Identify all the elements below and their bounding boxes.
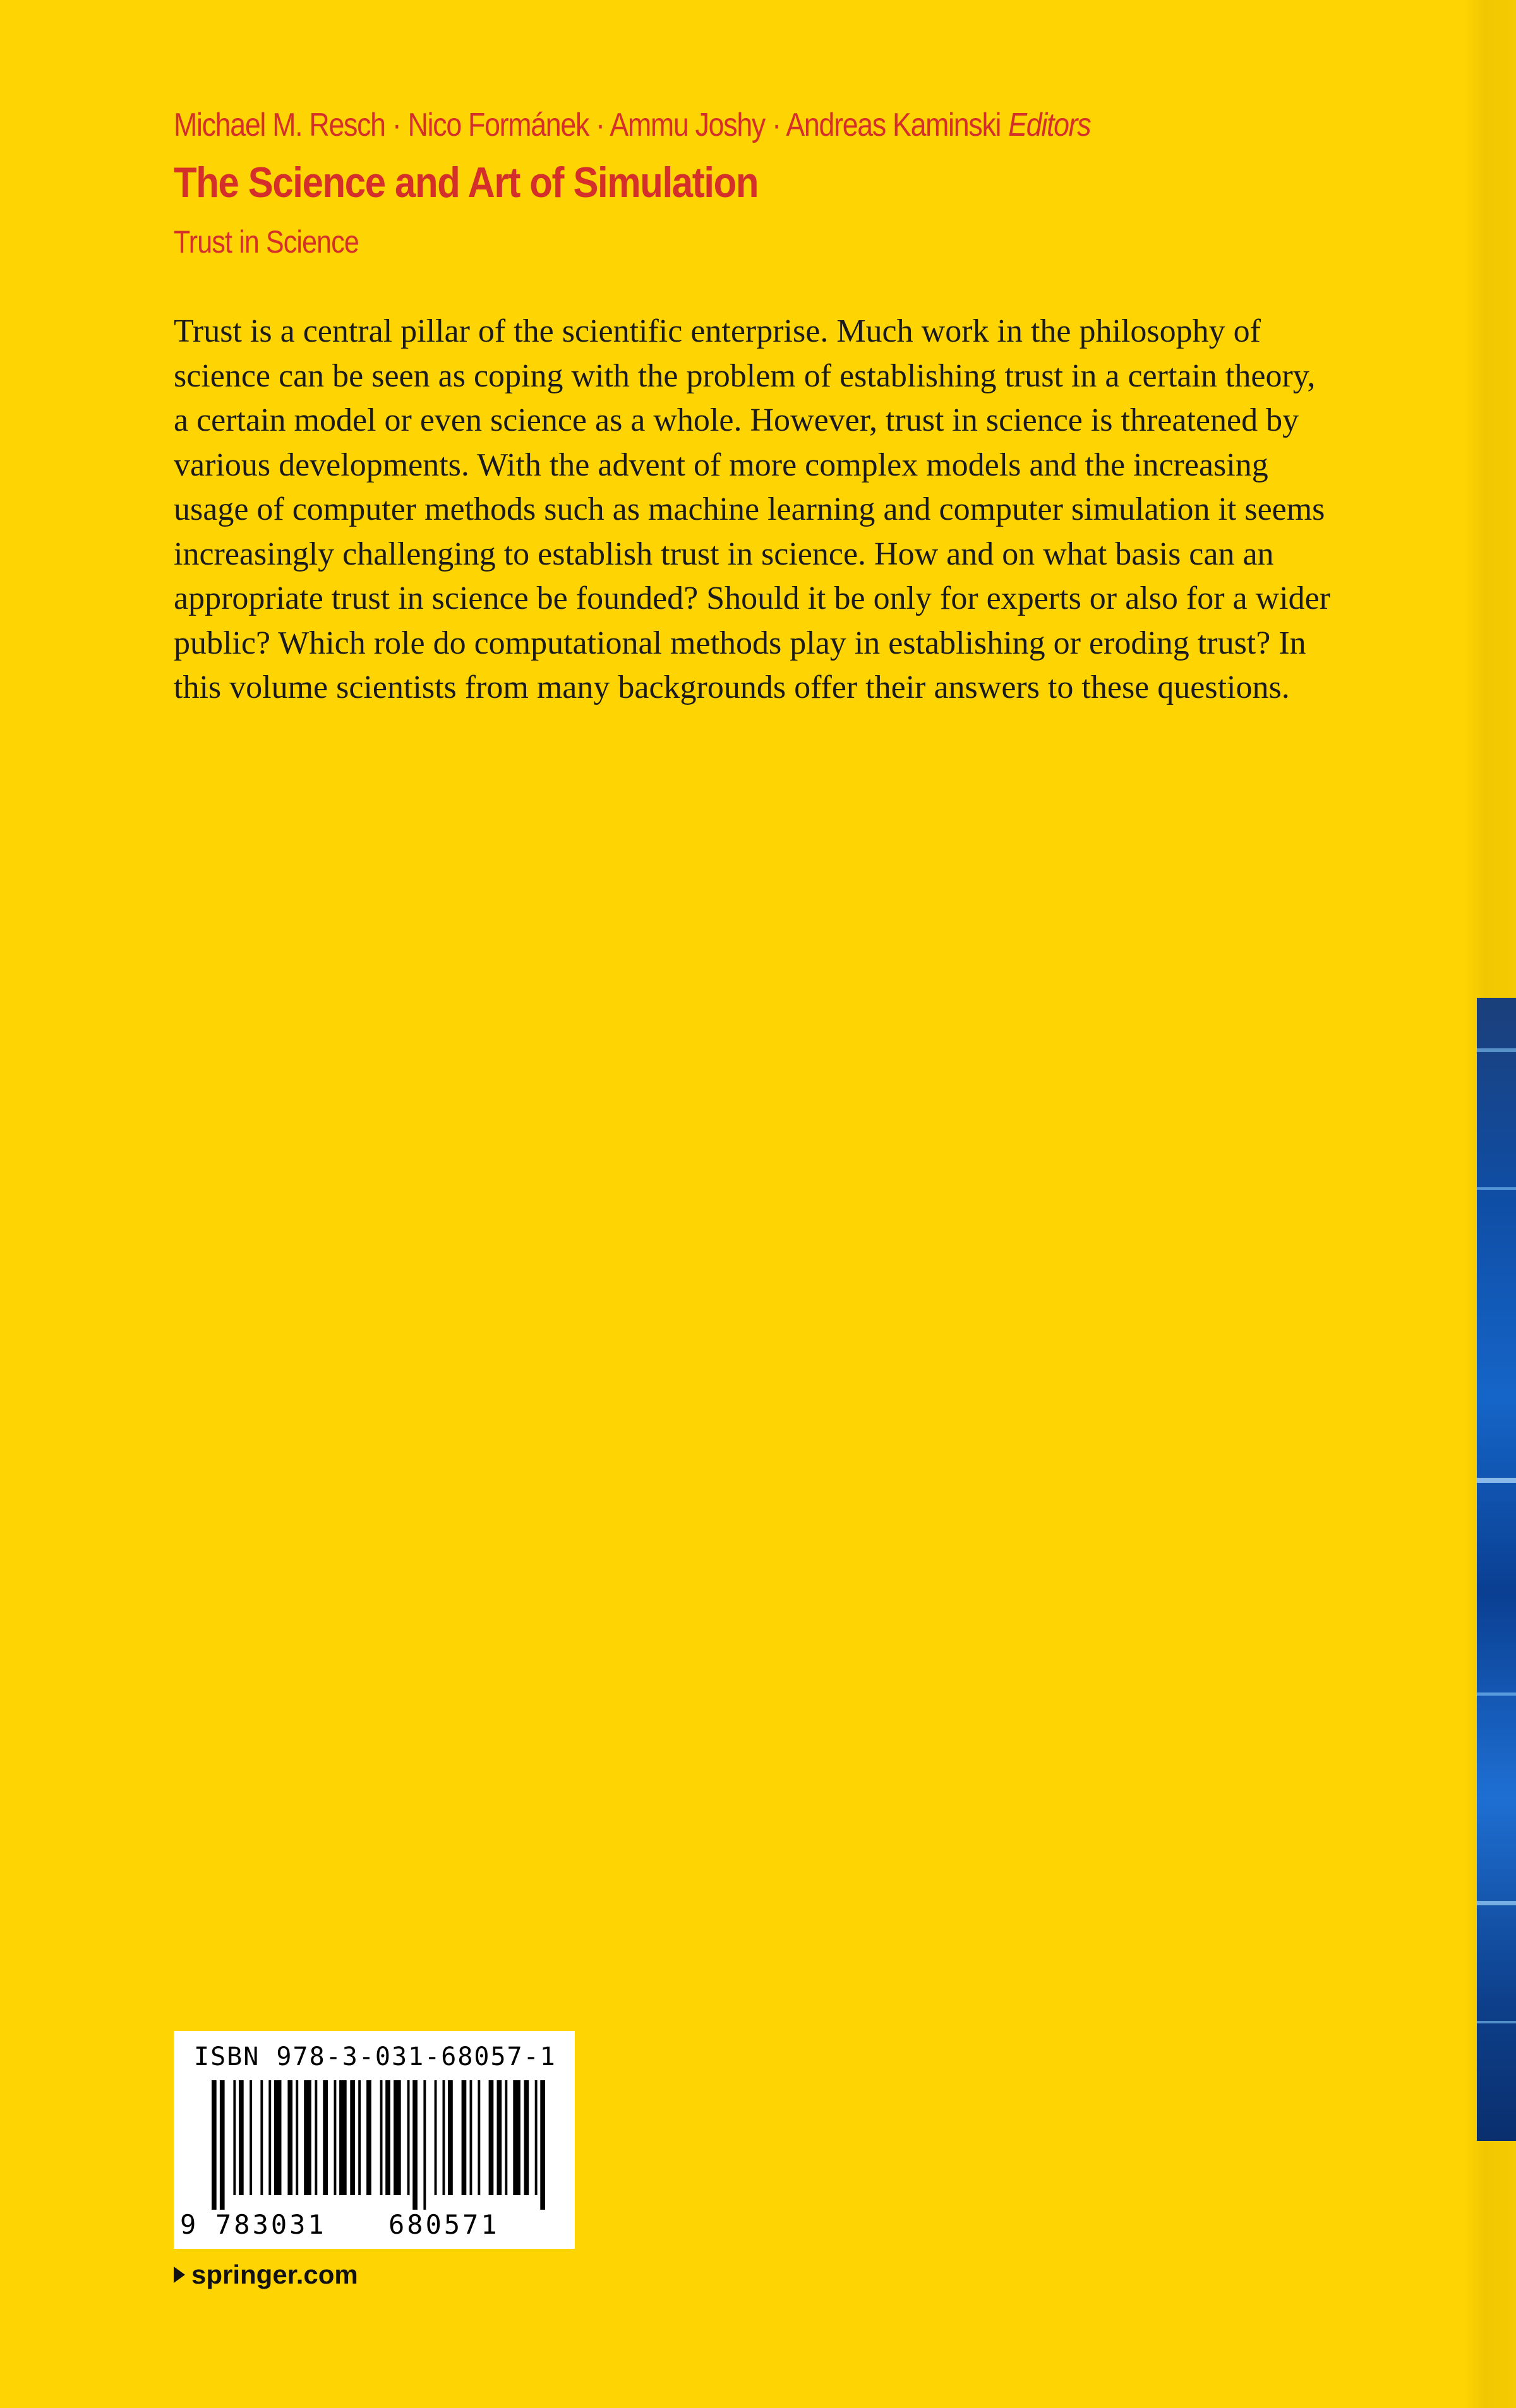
blurb-line: science can be seen as coping with the problem of establishing trust in a certain theory, — [174, 357, 1316, 394]
isbn-label: ISBN 978-3-031-68057-1 — [194, 2042, 556, 2071]
triangle-right-icon — [174, 2267, 185, 2283]
barcode-bar — [287, 2080, 292, 2195]
barcode-bar — [513, 2080, 520, 2195]
barcode-bar — [366, 2080, 371, 2195]
barcode-bar — [358, 2080, 361, 2195]
barcode-bar — [524, 2080, 529, 2195]
barcode-bar — [540, 2080, 545, 2210]
barcode-bar — [462, 2080, 467, 2195]
barcode-bar — [350, 2080, 355, 2195]
spine-image-strip — [1477, 998, 1516, 2141]
barcode — [186, 2080, 565, 2216]
barcode-digit-group-1: 783031 — [215, 2209, 327, 2240]
blurb-line: this volume scientists from many backgrounds offer their answers to these questions. — [174, 669, 1290, 705]
barcode-bar — [304, 2080, 311, 2195]
barcode-bar — [220, 2080, 225, 2210]
barcode-bar — [394, 2080, 401, 2195]
blurb-line: various developments. With the advent of more complex models and the increasing — [174, 446, 1268, 483]
barcode-bar — [233, 2080, 236, 2195]
barcode-bar — [268, 2080, 271, 2195]
barcode-bar — [407, 2080, 410, 2195]
editors-names: Michael M. Resch · Nico Formánek · Ammu Joshy · Andreas Kaminski — [174, 107, 1001, 143]
barcode-bar — [448, 2080, 453, 2195]
blurb-text — [174, 309, 1387, 710]
barcode-bar — [296, 2080, 298, 2195]
editors-line — [174, 106, 1090, 144]
publisher-website[interactable] — [174, 2260, 358, 2290]
barcode-bar — [380, 2080, 383, 2195]
barcode-bar — [535, 2080, 538, 2195]
barcode-bar — [274, 2080, 282, 2195]
barcode-bar — [339, 2080, 347, 2195]
publisher-website-label: springer.com — [191, 2260, 358, 2289]
blurb-line: public? Which role do computational methods play in establishing or eroding trust? In — [174, 625, 1306, 661]
blurb-line: a certain model or even science as a whole. However, trust in science is threatened by — [174, 402, 1299, 438]
barcode-digit-group-2: 680571 — [388, 2209, 500, 2240]
barcode-bar — [423, 2080, 426, 2210]
barcode-bar — [260, 2080, 263, 2195]
barcode-bar — [385, 2080, 390, 2195]
barcode-bar — [315, 2080, 317, 2195]
barcode-digit-first: 9 — [180, 2209, 196, 2240]
barcode-bar — [489, 2080, 494, 2195]
book-title: The Science and Art of Simulation — [174, 159, 759, 207]
book-subtitle: Trust in Science — [174, 224, 359, 260]
barcode-bar — [412, 2080, 418, 2210]
barcode-bar — [497, 2080, 502, 2195]
barcode-bar — [334, 2080, 337, 2195]
barcode-bar — [212, 2080, 217, 2210]
barcode-bar — [239, 2080, 244, 2195]
blurb-line: Trust is a central pillar of the scientific enterprise. Much work in the philosophy of — [174, 313, 1261, 349]
barcode-bar — [470, 2080, 472, 2195]
barcode-bar — [435, 2080, 437, 2195]
barcode-bar — [443, 2080, 445, 2195]
blurb-line: usage of computer methods such as machine learning and computer simulation it seems — [174, 491, 1325, 527]
blurb-line: increasingly challenging to establish trust in science. How and on what basis can an — [174, 536, 1274, 572]
isbn-barcode-box — [174, 2031, 575, 2249]
barcode-bar — [323, 2080, 328, 2195]
blurb-line: appropriate trust in science be founded? Should it be only for experts or also for a wider — [174, 580, 1330, 616]
barcode-bar — [478, 2080, 480, 2195]
barcode-bar — [250, 2080, 252, 2195]
barcode-bar — [505, 2080, 507, 2195]
editors-role: Editors — [1008, 107, 1091, 143]
